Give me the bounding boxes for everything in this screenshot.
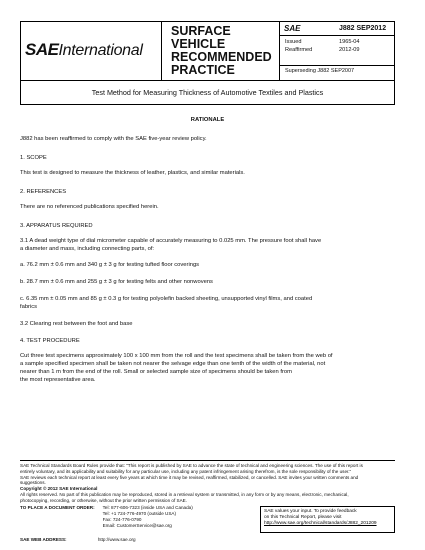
document-type-title <box>171 25 281 77</box>
paragraph: 3.1 A dead weight type of dial micrometer capable of accurately measuring to 0.025 mm. The pressure foot shall have <box>20 238 322 244</box>
paragraph: a sample specified specimen shall be taken not nearer the selvage edge than one tenth of the width of the material, not <box>20 361 326 367</box>
superseding-note: Superseding J882 SEP2007 <box>285 68 355 74</box>
reaffirmed-label: Reaffirmed <box>285 47 313 53</box>
phone: Tel: +1 724-776-4970 (outside USA) <box>102 511 177 516</box>
footer-line: All rights reserved. No part of this publication may be reproduced, stored in a retrieval system or transmitted, in any form or by any means, electronic, mechanical, <box>20 491 349 497</box>
footer-line: suggestions. <box>20 480 46 486</box>
web-address <box>20 537 136 542</box>
divider <box>280 65 394 66</box>
feedback-link[interactable]: http://www.sae.org/technical/standards/J882_201209 <box>264 521 377 526</box>
date-values <box>339 38 360 54</box>
feedback-box <box>260 506 395 533</box>
email: Email: CustomerService@sae.org <box>102 523 172 528</box>
title-line: RECOMMENDED <box>171 50 272 64</box>
footer-line: SAE Technical Standards Board Rules provide that: "This report is published by SAE to advance the state of technical and engineering sciences. The use of this report is <box>20 463 363 468</box>
paragraph: There are no referenced publications specified herein. <box>20 204 159 210</box>
web-label: SAE WEB ADDRESS: <box>20 537 67 542</box>
feedback-text: on this Technical Report, please visit <box>264 515 342 520</box>
sae-international-logo <box>25 40 150 64</box>
list-item: a. 76.2 mm ± 0.6 mm and 340 g ± 3 g for testing tufted floor coverings <box>20 262 200 268</box>
reaffirmed-value: 2012-09 <box>339 47 360 53</box>
copyright: Copyright © 2012 SAE International <box>20 486 98 492</box>
logo-sae: SAE <box>25 40 59 59</box>
document-title: Test Method for Measuring Thickness of Automotive Textiles and Plastics <box>20 81 395 105</box>
list-item: fabrics <box>20 304 38 310</box>
title-line: PRACTICE <box>171 63 235 77</box>
divider <box>280 35 394 36</box>
footer-line: entirely voluntary, and its applicability and suitability for any particular use, including any patent infringement arising therefrom, is the sole responsibility of the user." <box>20 468 352 474</box>
paragraph: nearer than 1 m from the end of the roll. Small or selected sample size of specimens should be taken from <box>20 369 292 375</box>
fax: Fax: 724-776-0790 <box>102 517 142 522</box>
paragraph: 3.2 Clearing rest between the foot and base <box>20 321 133 327</box>
footer-rule <box>20 460 395 461</box>
document-number: J882 SEP2012 <box>339 25 387 32</box>
divider <box>279 22 280 80</box>
divider <box>161 22 162 80</box>
feedback-text: SAE values your input. To provide feedback <box>264 509 357 514</box>
footer-line: SAE reviews each technical report at least every five years at which time it may be revised, reaffirmed, stabilized, or cancelled. SAE invites your written comments and <box>20 474 359 480</box>
list-item: c. 6.35 mm ± 0.05 mm and 85 g ± 0.3 g for testing polyolefin backed sheeting, unsupported vinyl films, and coated <box>20 296 313 302</box>
rationale-heading: RATIONALE <box>190 117 225 123</box>
footer-line: photocopying, recording, or otherwise, without the prior written permission of SAE. <box>20 497 187 503</box>
issued-label: Issued <box>285 39 302 45</box>
order-contact <box>20 505 193 529</box>
paragraph: the most representative area. <box>20 377 96 383</box>
document-header <box>20 21 395 81</box>
section-heading: 4. TEST PROCEDURE <box>20 338 80 344</box>
order-label: TO PLACE A DOCUMENT ORDER: <box>20 505 95 510</box>
rationale-text: J882 has been reaffirmed to comply with the SAE five-year review policy. <box>20 136 207 142</box>
title-line: SURFACE <box>171 24 231 38</box>
title-line: VEHICLE <box>171 37 226 51</box>
section-heading: 1. SCOPE <box>20 155 47 161</box>
issued-value: 1965-04 <box>339 39 360 45</box>
web-link[interactable]: http://www.sae.org <box>97 537 136 542</box>
logo-international: International <box>58 42 143 59</box>
phone: Tel: 877-606-7323 (inside USA and Canada) <box>102 505 193 510</box>
section-heading: 3. APPARATUS REQUIRED <box>20 223 93 229</box>
paragraph: This test is designed to measure the thickness of leather, plastics, and similar materials. <box>20 170 245 176</box>
footer-notice <box>20 463 395 504</box>
sae-mark: SAE <box>284 24 301 33</box>
paragraph: Cut three test specimens approximately 100 x 100 mm from the roll and the test specimens shall be taken from the web of <box>20 353 333 359</box>
paragraph: a diameter and mass, including connecting parts, of: <box>20 246 155 252</box>
list-item: b. 28.7 mm ± 0.6 mm and 255 g ± 3 g for testing felts and other nonwovens <box>20 279 213 285</box>
date-labels <box>285 38 312 54</box>
section-heading: 2. REFERENCES <box>20 189 67 195</box>
